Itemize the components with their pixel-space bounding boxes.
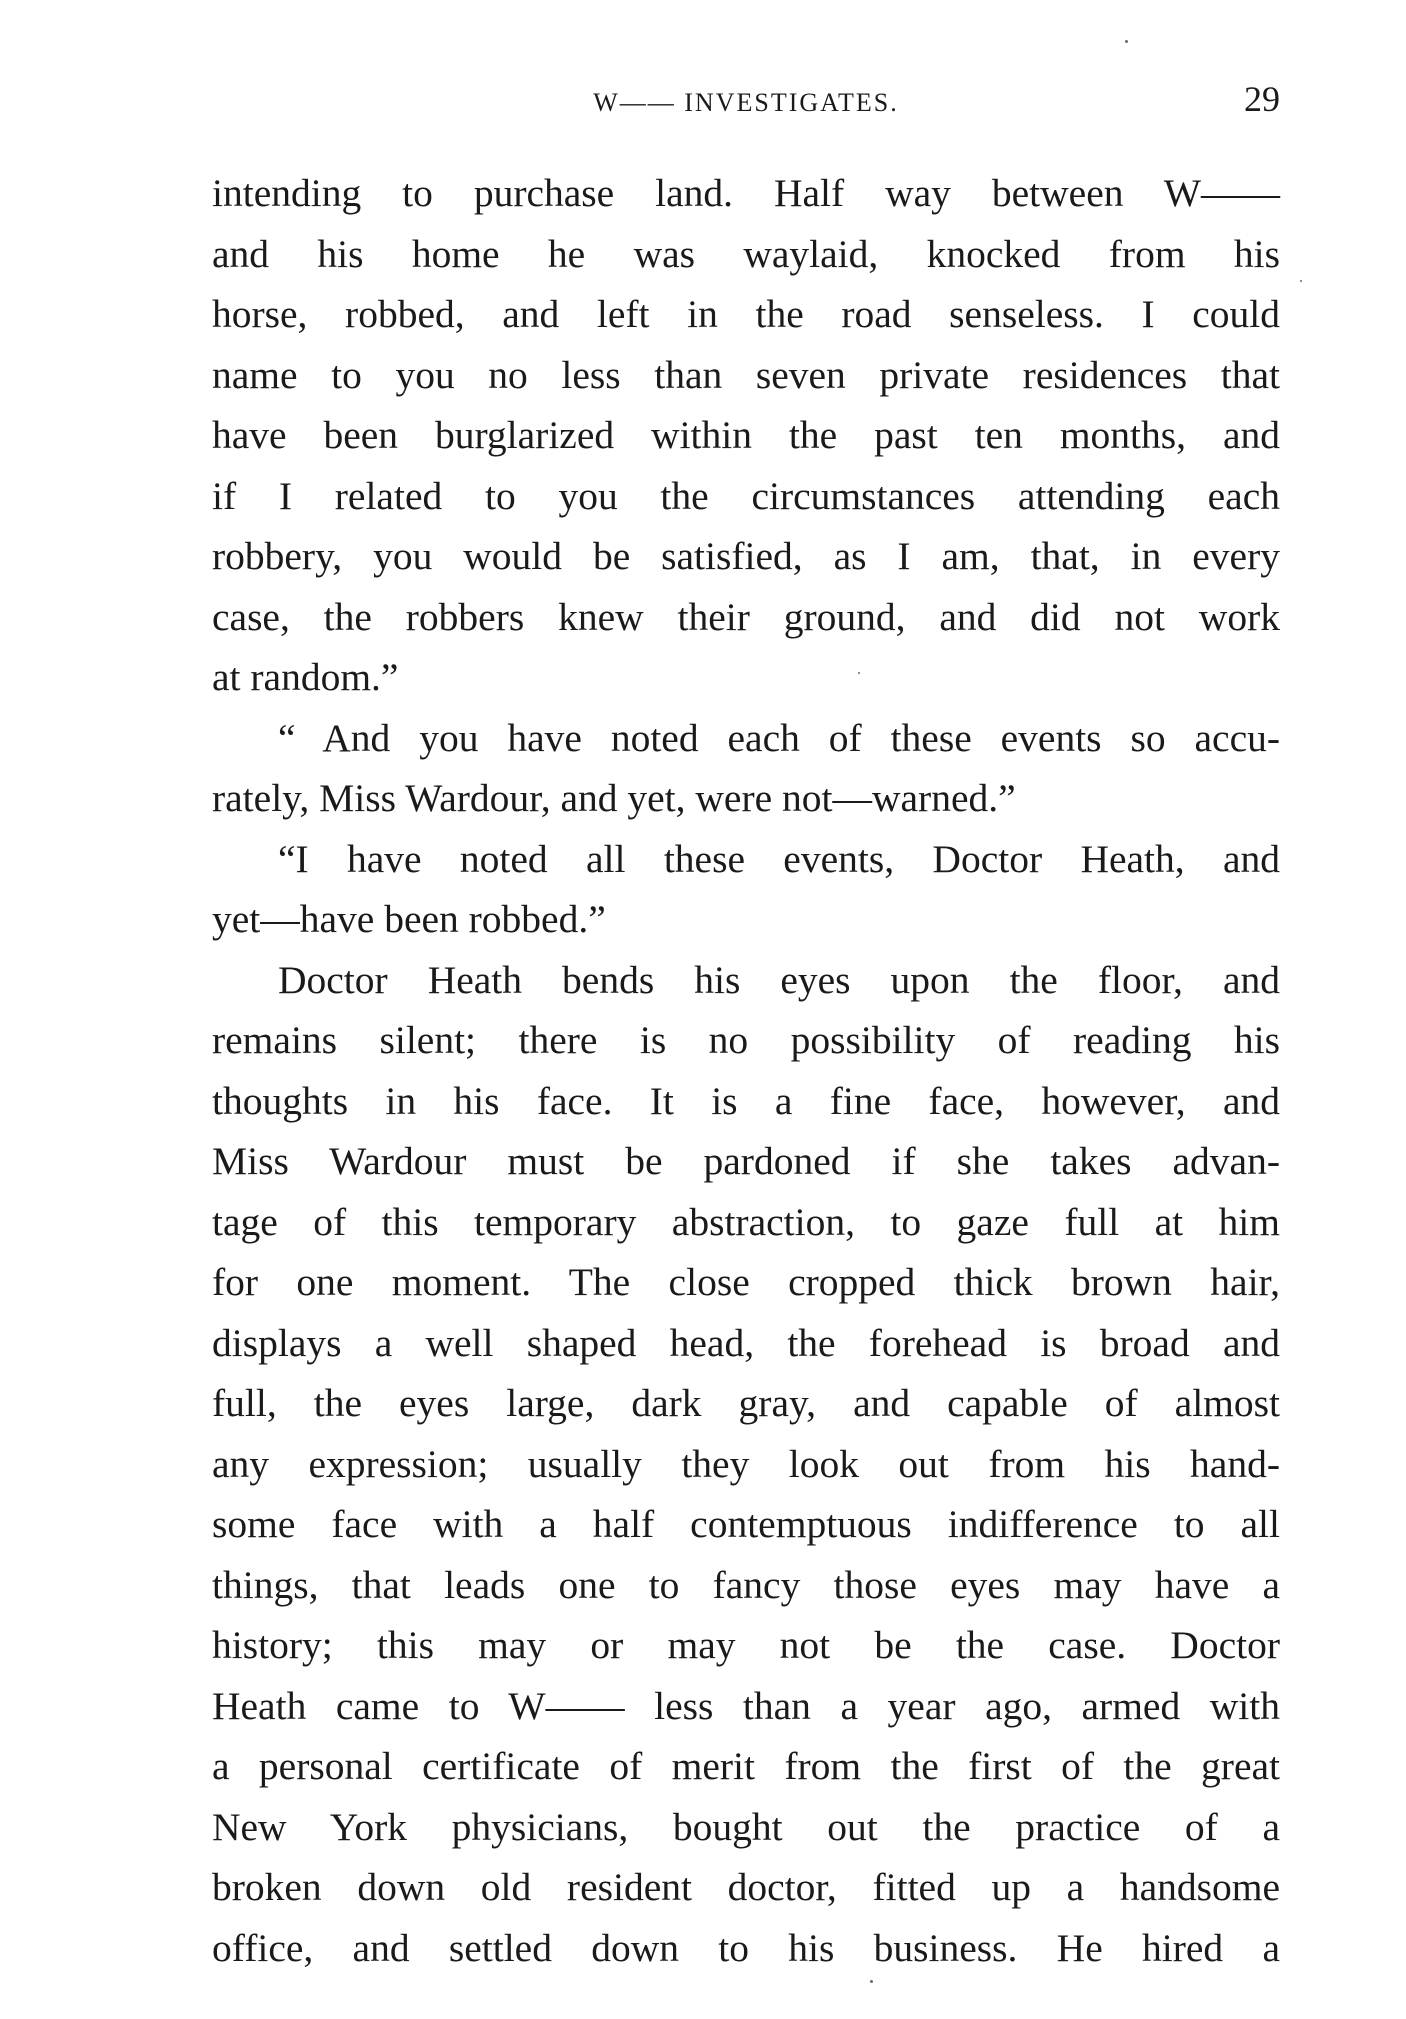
running-head — [212, 78, 1280, 122]
text-line: full, the eyes large, dark gray, and capable of almost — [212, 1381, 1280, 1425]
text-line: “I have noted all these events, Doctor Heath, and — [278, 836, 1280, 881]
body-text — [212, 163, 1280, 1978]
running-title: W—— INVESTIGATES. — [593, 88, 899, 117]
text-line: intending to purchase land. Half way between W—— — [212, 171, 1280, 215]
text-line: case, the robbers knew their ground, and did not work — [212, 594, 1280, 639]
print-speck — [870, 1980, 873, 1983]
text-line: “ And you have noted each of these events so accu- — [278, 715, 1280, 760]
text-line: tage of this temporary abstraction, to gaze full at him — [212, 1199, 1280, 1244]
text-line: broken down old resident doctor, fitted up a handsome — [212, 1865, 1280, 1909]
text-line: horse, robbed, and left in the road senseless. I could — [212, 292, 1280, 336]
print-speck — [858, 672, 860, 674]
text-line: displays a well shaped head, the forehead is broad and — [212, 1320, 1280, 1365]
text-line: yet—have been robbed.” — [212, 897, 606, 941]
text-line: and his home he was waylaid, knocked from his — [212, 231, 1280, 276]
text-line: for one moment. The close cropped thick brown hair, — [212, 1260, 1280, 1304]
text-line: rately, Miss Wardour, and yet, were not—warned.” — [212, 776, 1016, 820]
text-line: if I related to you the circumstances attending each — [212, 473, 1280, 518]
text-line: office, and settled down to his business. He hired a — [212, 1925, 1280, 1970]
text-line: any expression; usually they look out from his hand- — [212, 1441, 1280, 1486]
print-speck — [1300, 280, 1302, 282]
text-line: Miss Wardour must be pardoned if she takes advan- — [212, 1139, 1280, 1183]
page-number: 29 — [1244, 79, 1280, 119]
text-line: robbery, you would be satisfied, as I am, that, in every — [212, 534, 1280, 578]
text-line: a personal certificate of merit from the first of the great — [212, 1744, 1280, 1788]
text-line: some face with a half contemptuous indifference to all — [212, 1502, 1280, 1546]
print-speck — [1125, 40, 1128, 43]
text-line: New York physicians, bought out the practice of a — [212, 1804, 1280, 1849]
text-line: remains silent; there is no possibility of reading his — [212, 1018, 1280, 1062]
text-line: have been burglarized within the past ten months, and — [212, 413, 1280, 457]
text-line: thoughts in his face. It is a fine face, however, and — [212, 1078, 1280, 1123]
text-line: at random.” — [212, 655, 399, 699]
text-line: Heath came to W—— less than a year ago, armed with — [212, 1683, 1280, 1728]
text-line: name to you no less than seven private residences that — [212, 352, 1280, 397]
text-line: history; this may or may not be the case. Doctor — [212, 1623, 1280, 1667]
text-line: Doctor Heath bends his eyes upon the floor, and — [278, 957, 1280, 1002]
text-line: things, that leads one to fancy those eyes may have a — [212, 1562, 1280, 1607]
